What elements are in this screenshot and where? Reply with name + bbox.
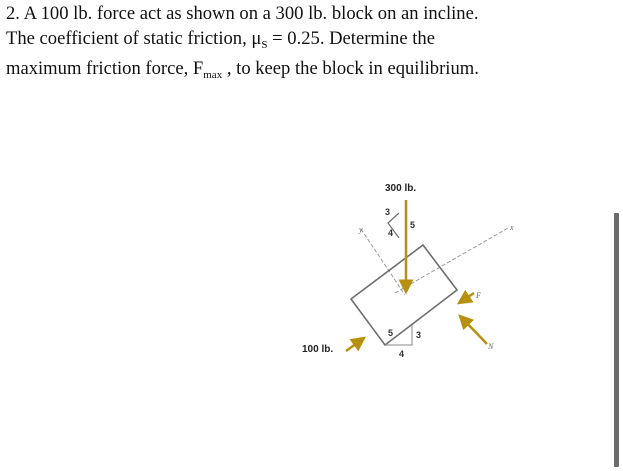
- problem-line-2: The coefficient of static friction, $\mu_S = 0.25$. Determine the: [6, 27, 435, 51]
- friction-arrow: [459, 293, 474, 303]
- weight-triangle-4: 4: [388, 228, 394, 238]
- incline-triangle-5: 5: [388, 328, 394, 338]
- friction-label: F: [476, 291, 481, 300]
- y-axis-label: y: [359, 225, 363, 234]
- weight-triangle-5: 5: [410, 220, 416, 230]
- problem-line-1: 2. A 100 lb. force act as shown on a 300 lb. block on an incline.: [6, 3, 479, 24]
- block: [351, 245, 457, 345]
- incline-triangle-3: 3: [416, 330, 422, 340]
- normal-label: N: [488, 342, 494, 351]
- applied-force-label: 100 lb.: [302, 344, 334, 355]
- normal-arrow: [460, 316, 487, 344]
- vertical-scrollbar[interactable]: [614, 213, 619, 467]
- applied-force-arrow: [346, 338, 364, 351]
- y-axis: [361, 229, 405, 295]
- weight-label: 300 lb.: [385, 183, 417, 194]
- x-axis-label: x: [510, 223, 514, 232]
- incline-triangle-4: 4: [399, 349, 405, 359]
- weight-triangle-3: 3: [385, 207, 391, 217]
- problem-line-3: maximum friction force, $F_{max}$ , to keep the block in equilibrium.: [6, 58, 479, 81]
